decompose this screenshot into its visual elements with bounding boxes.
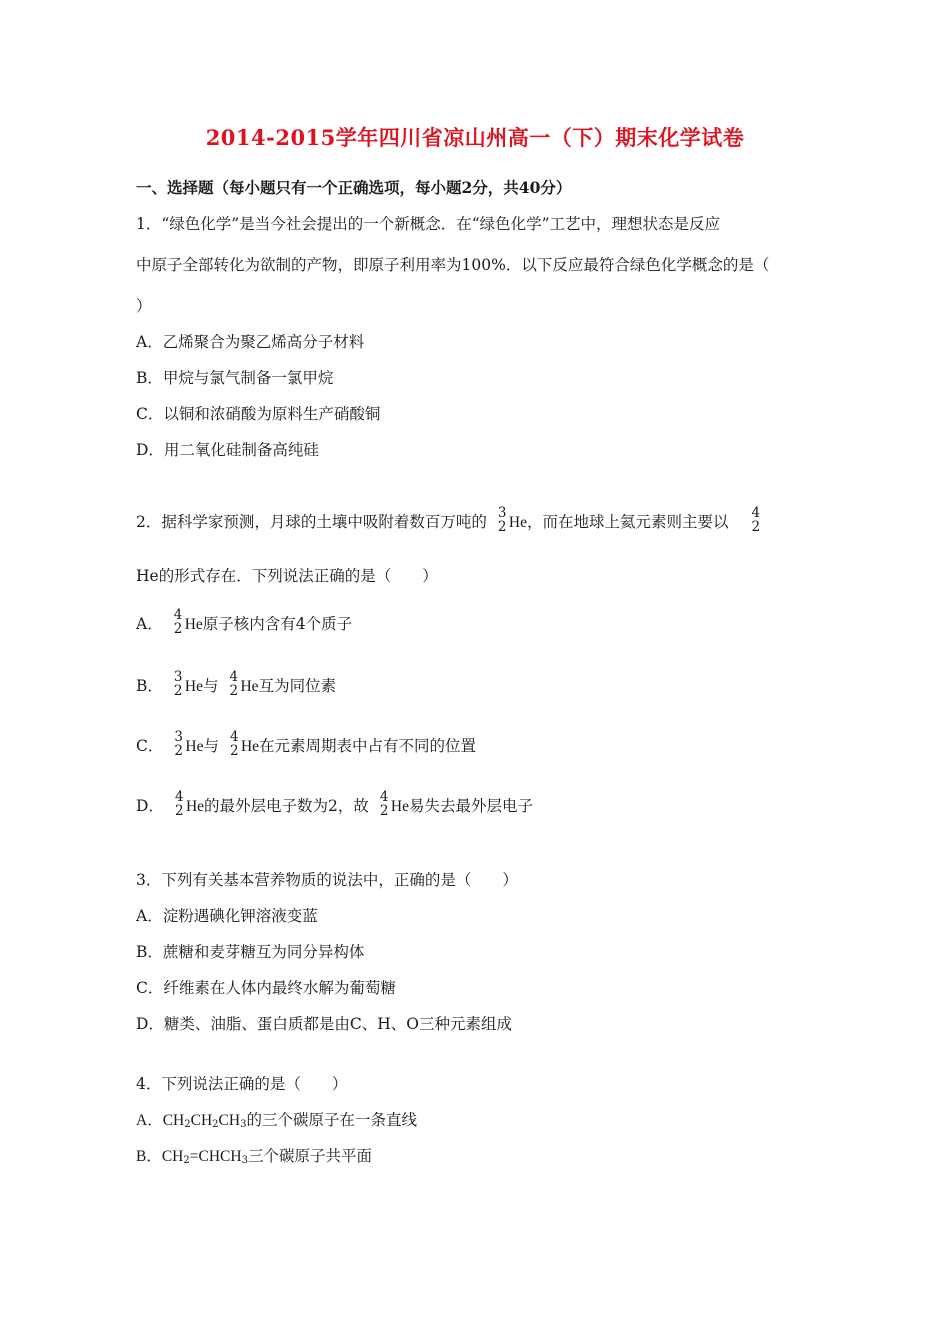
isotope-he3: 3 2 xyxy=(173,669,183,699)
q2-option-d: D． 4 2 He的最外层电子数为2，故 4 2 He易失去最外层电子 xyxy=(136,789,533,819)
q1-option-b: B．甲烷与氯气制备一氯甲烷 xyxy=(136,369,334,387)
q2-option-a: A． 4 2 He原子核内含有4个质子 xyxy=(136,607,353,637)
isotope-he4: 4 2 xyxy=(174,789,184,819)
q2-stem-line1: 2．据科学家预测，月球的土壤中吸附着数百万吨的 3 2 He，而在地球上氦元素则主要以 4 2 xyxy=(136,505,761,535)
q1-option-c: C．以铜和浓硝酸为原料生产硝酸铜 xyxy=(136,405,381,423)
isotope-he4-notation: 4 2 xyxy=(751,505,761,535)
isotope-he4: 4 2 xyxy=(229,729,239,759)
q2-stem-pre: 2．据科学家预测，月球的土壤中吸附着数百万吨的 xyxy=(136,513,487,531)
isotope-he4: 4 2 xyxy=(173,607,183,637)
isotope-he3: 3 2 xyxy=(497,505,507,535)
q3-option-c: C．纤维素在人体内最终水解为葡萄糖 xyxy=(136,979,396,997)
isotope-he4: 4 2 xyxy=(379,789,389,819)
q3-option-b: B．蔗糖和麦芽糖互为同分异构体 xyxy=(136,943,365,961)
q3-stem: 3．下列有关基本营养物质的说法中，正确的是（ ） xyxy=(136,871,518,889)
q1-stem-line1: 1．“绿色化学”是当今社会提出的一个新概念．在“绿色化学”工艺中，理想状态是反应 xyxy=(136,215,721,233)
q3-option-a: A．淀粉遇碘化钾溶液变蓝 xyxy=(136,907,318,925)
q4-option-a: A．$CH_2CH_2CH_3$的三个碳原子在一条直线 xyxy=(136,1111,417,1130)
q2-option-b: B． 3 2 He与 4 2 He互为同位素 xyxy=(136,669,337,699)
q4-option-b: B．$CH_2=CHCH_3$三个碳原子共平面 xyxy=(136,1147,372,1166)
q2-stem-mid: ，而在地球上氦元素则主要以 xyxy=(526,513,729,531)
section-heading: 一、选择题（每小题只有一个正确选项，每小题2分，共40分） xyxy=(136,178,572,197)
isotope-he4: 4 2 xyxy=(229,669,239,699)
q2-stem-line2: He的形式存在．下列说法正确的是（ ） xyxy=(136,567,438,585)
q1-stem-line2: 中原子全部转化为欲制的产物，即原子利用率为100%．以下反应最符合绿色化学概念的是（ xyxy=(136,256,770,274)
q2-option-c: C． 3 2 He与 4 2 He在元素周期表中占有不同的位置 xyxy=(136,729,477,759)
q1-stem-line3: ） xyxy=(136,297,152,315)
q1-option-a: A．乙烯聚合为聚乙烯高分子材料 xyxy=(136,333,365,351)
q1-option-d: D．用二氧化硅制备高纯硅 xyxy=(136,441,319,459)
isotope-he3: 3 2 xyxy=(174,729,183,759)
q4-stem: 4．下列说法正确的是（ ） xyxy=(136,1075,348,1093)
exam-title: 2014-2015学年四川省凉山州高一（下）期末化学试卷 xyxy=(205,125,745,150)
q3-option-d: D．糖类、油脂、蛋白质都是由C、H、O三种元素组成 xyxy=(136,1015,513,1033)
